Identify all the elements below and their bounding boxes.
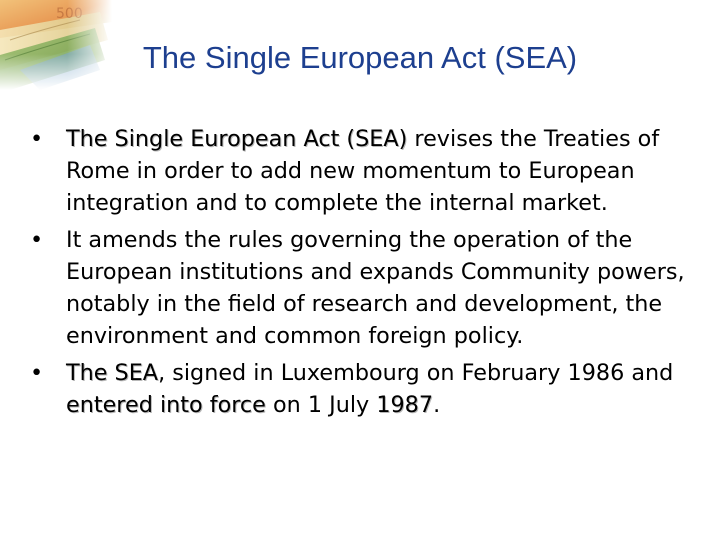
emphasized-text: 1987 [376,392,434,418]
bullet-text: revises the Treaties of Rome in order to add new momentum to European integration and to complete the internal market. [66,126,660,216]
emphasized-text: The Single European Act (SEA) [66,126,408,152]
emphasized-text: entered into force [66,392,266,418]
slide-title: The Single European Act (SEA) [142,40,578,75]
bullet-text: on 1 July [265,392,377,418]
bullet-icon: • [30,227,44,253]
bullet-text: , signed in Luxembourg on February 1986 and [158,360,674,386]
bullet-text: It amends the rules governing the operation of the European institutions and expands Community powers, notably in the field of research and development, the environment and common foreign policy. [66,227,685,349]
emphasized-text: The SEA [66,360,159,386]
bullet-item [30,357,705,421]
bullet-item [30,123,705,219]
bullet-icon: • [30,126,44,152]
bullet-item [30,224,705,352]
bullet-list [30,123,705,426]
bullet-icon: • [30,360,44,386]
bullet-text: . [433,392,441,418]
